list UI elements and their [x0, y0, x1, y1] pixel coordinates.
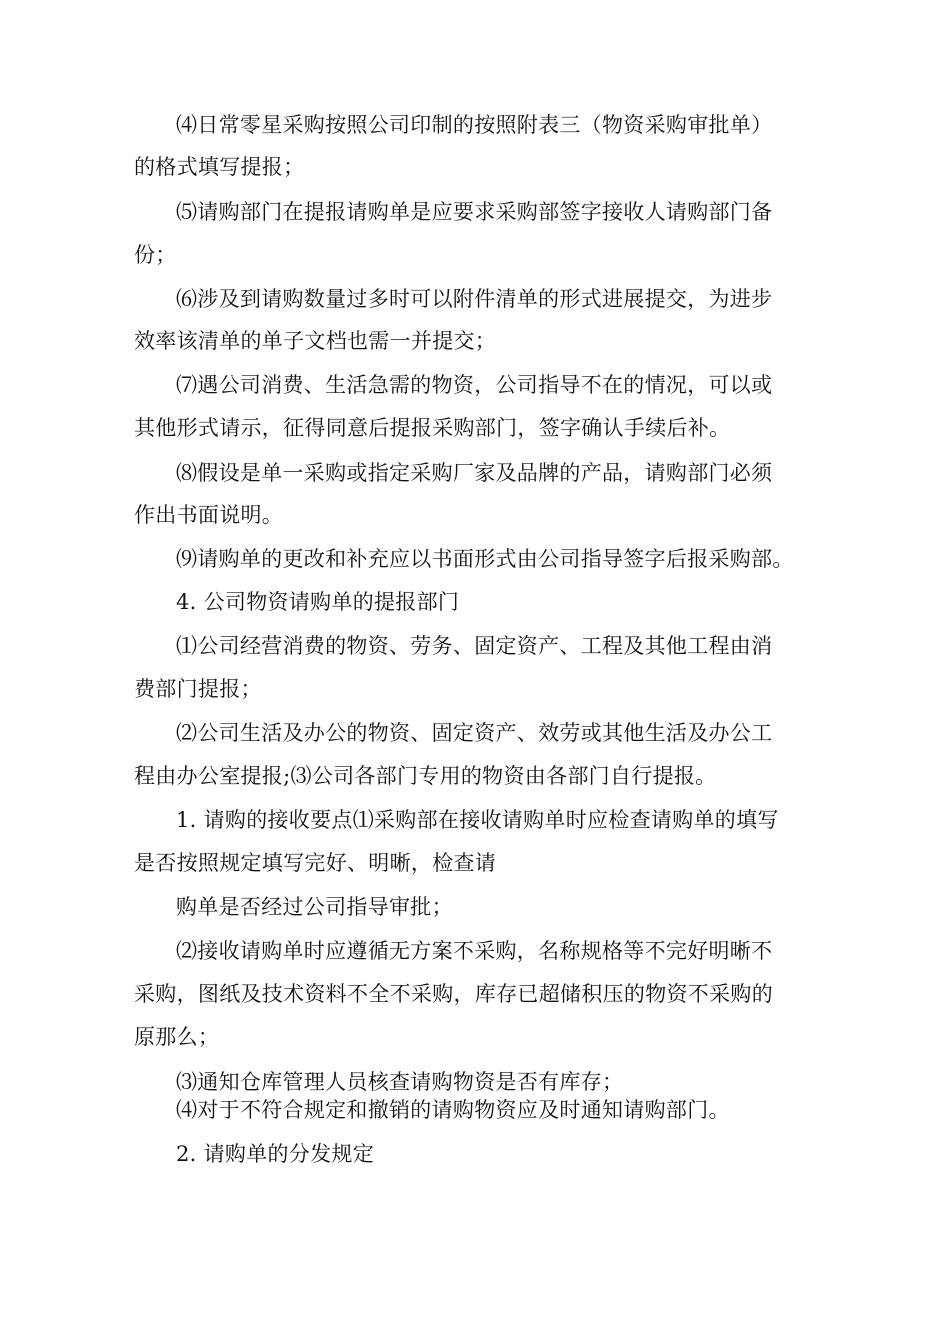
paragraph-9-line-1: ⑼请购单的更改和补充应以书面形式由公司指导签字后报采购部。 — [176, 547, 794, 571]
receive-item-2-line-1: ⑵接收请购单时应遵循无方案不采购，名称规格等不完好明晰不 — [176, 939, 773, 963]
receive-item-2-line-2: 采购，图纸及技术资料不全不采购，库存已超储积压的物资不采购的 — [134, 982, 773, 1006]
dept-item-2-line-2: 程由办公室提报;⑶公司各部门专用的物资由各部门自行提报。 — [134, 764, 717, 788]
paragraph-5-line-1: ⑸请购部门在提报请购单是应要求采购部签字接收人请购部门备 — [176, 200, 773, 224]
dept-item-1-line-1: ⑴公司经营消费的物资、劳务、固定资产、工程及其他工程由消 — [176, 634, 773, 658]
paragraph-6-line-2: 效率该清单的单子文档也需一并提交； — [134, 329, 497, 353]
receive-item-3: ⑶通知仓库管理人员核查请购物资是否有库存； — [176, 1070, 624, 1094]
section-1-continuation: 购单是否经过公司指导审批； — [176, 895, 453, 919]
dept-item-1-line-2: 费部门提报； — [134, 677, 262, 701]
section-2-heading: 2. 请购单的分发规定 — [176, 1142, 375, 1166]
paragraph-5-line-2: 份； — [134, 243, 177, 267]
paragraph-6-line-1: ⑹涉及到请购数量过多时可以附件清单的形式进展提交，为进步 — [176, 287, 773, 311]
paragraph-7-line-1: ⑺遇公司消费、生活急需的物资，公司指导不在的情况，可以或 — [176, 373, 773, 397]
receive-item-2-line-3: 原那么； — [134, 1025, 220, 1049]
paragraph-7-line-2: 其他形式请示，征得同意后提报采购部门，签字确认手续后补。 — [134, 416, 731, 440]
receive-item-4: ⑷对于不符合规定和撤销的请购物资应及时通知请购部门。 — [176, 1098, 730, 1122]
dept-item-2-line-1: ⑵公司生活及办公的物资、固定资产、效劳或其他生活及办公工 — [176, 721, 773, 745]
section-4-heading: 4. 公司物资请购单的提报部门 — [176, 590, 460, 614]
paragraph-8-line-1: ⑻假设是单一采购或指定采购厂家及品牌的产品，请购部门必须 — [176, 461, 773, 485]
paragraph-8-line-2: 作出书面说明。 — [134, 503, 284, 527]
section-1-heading-line-1: 1. 请购的接收要点⑴采购部在接收请购单时应检查请购单的填写 — [176, 808, 779, 832]
paragraph-4-line-1: ⑷日常零星采购按照公司印制的按照附表三（物资采购审批单） — [176, 113, 773, 137]
section-1-heading-line-2: 是否按照规定填写完好、明晰，检查请 — [134, 851, 497, 875]
paragraph-4-line-2: 的格式填写提报； — [134, 155, 305, 179]
